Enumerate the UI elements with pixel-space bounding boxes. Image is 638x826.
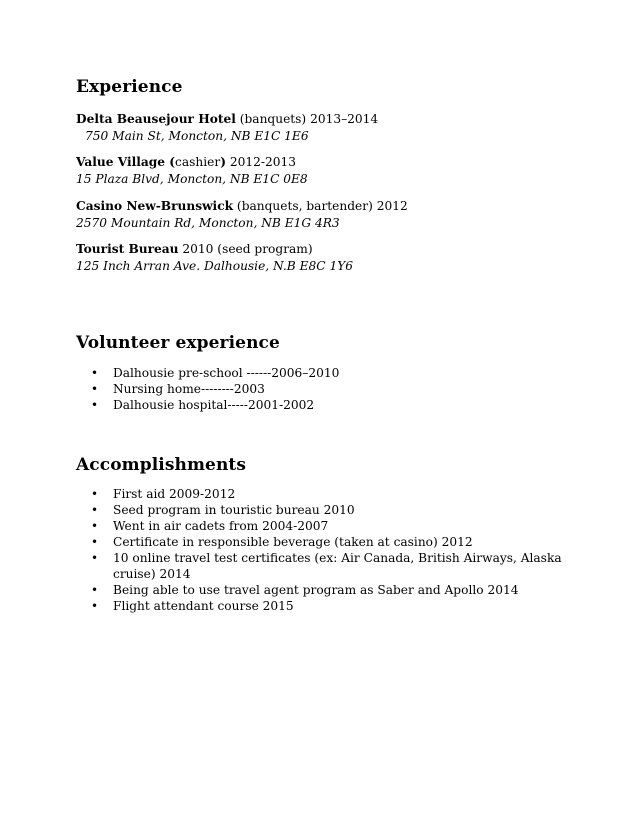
- entry-title-line: [76, 241, 353, 258]
- employer-name-close: ): [220, 155, 226, 169]
- list-item: • Being able to use travel agent program as Saber and Apollo 2014: [76, 582, 573, 598]
- employer-name: Delta Beausejour Hotel: [76, 112, 236, 126]
- entry-role: cashier: [175, 155, 221, 169]
- entry-title-line: [76, 198, 408, 215]
- employer-address: 750 Main St, Moncton, NB E1C 1E6: [85, 129, 309, 143]
- employer-name: Casino New-Brunswick: [76, 199, 234, 213]
- entry-detail: (banquets, bartender) 2012: [233, 199, 408, 213]
- entry-detail: (banquets) 2013–2014: [235, 112, 379, 126]
- experience-entry-casino: [76, 198, 408, 232]
- list-item: • Seed program in touristic bureau 2010: [76, 502, 573, 518]
- employer-name: Value Village (: [76, 155, 176, 169]
- entry-title-line: [76, 111, 378, 128]
- list-item: • Dalhousie hospital-----2001-2002: [76, 397, 573, 413]
- list-item: • Flight attendant course 2015: [76, 598, 573, 614]
- list-item: • 10 online travel test certificates (ex: Air Canada, British Airways, Alaska cruise) 2014: [76, 550, 573, 582]
- employer-address: 2570 Mountain Rd, Moncton, NB E1G 4R3: [76, 216, 340, 230]
- employer-name: Tourist Bureau: [76, 242, 179, 256]
- accomplishments-list: [76, 486, 573, 614]
- accomplishments-heading: Accomplishments: [76, 455, 247, 475]
- experience-entry-tourist-bureau: [76, 241, 353, 275]
- volunteer-heading: Volunteer experience: [76, 333, 280, 353]
- employer-address: 15 Plaza Blvd, Moncton, NB E1C 0E8: [76, 172, 308, 186]
- entry-title-line: [76, 154, 308, 171]
- list-item: • Dalhousie pre-school ------2006–2010: [76, 365, 573, 381]
- entry-detail: 2010 (seed program): [178, 242, 313, 256]
- experience-heading: Experience: [76, 77, 183, 97]
- list-item: • Nursing home--------2003: [76, 381, 573, 397]
- employer-address: 125 Inch Arran Ave. Dalhousie, N.B E8C 1Y6: [76, 259, 354, 273]
- list-item: • Went in air cadets from 2004-2007: [76, 518, 573, 534]
- list-item: • Certificate in responsible beverage (taken at casino) 2012: [76, 534, 573, 550]
- entry-detail: 2012-2013: [225, 155, 296, 169]
- list-item: • First aid 2009-2012: [76, 486, 573, 502]
- experience-entry-delta: [76, 111, 378, 145]
- experience-entry-value-village: [76, 154, 308, 188]
- volunteer-list: [76, 365, 573, 413]
